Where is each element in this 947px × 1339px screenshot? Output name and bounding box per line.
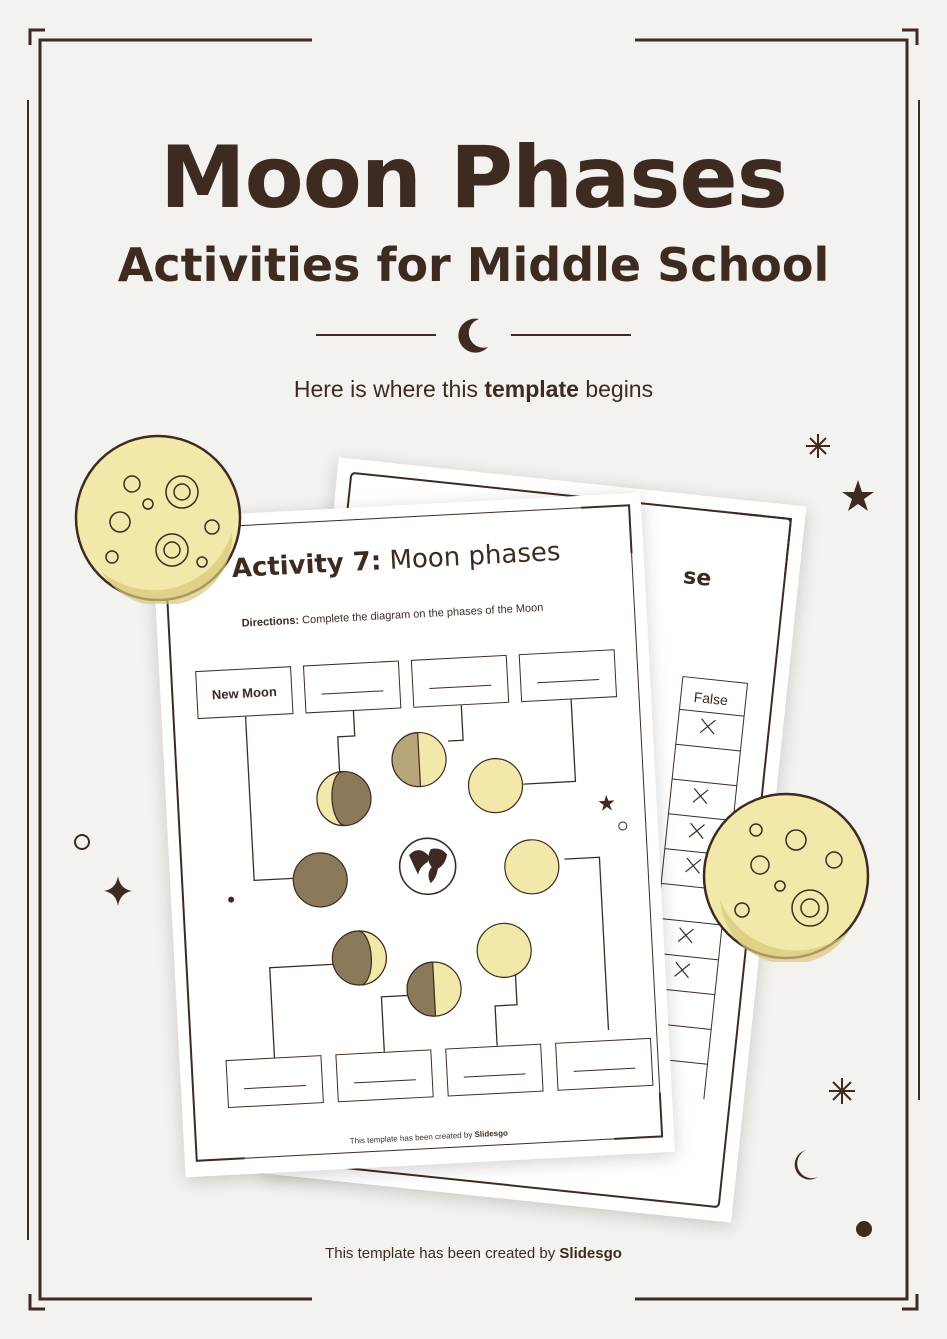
page-title: Moon Phases bbox=[160, 128, 787, 228]
worksheet-directions: Directions: Complete the diagram on the phases of the Moon bbox=[241, 601, 544, 630]
page-credit: This template has been created by Slidesgo bbox=[325, 1245, 622, 1262]
phase-box-new-moon: New Moon bbox=[195, 666, 293, 719]
dot-icon bbox=[856, 1221, 872, 1237]
tagline: Here is where this template begins bbox=[293, 376, 654, 402]
sparkle-star-icon bbox=[806, 434, 830, 458]
sparkle-star-icon bbox=[829, 1078, 855, 1104]
worksheet-back-column-header: False bbox=[693, 688, 729, 709]
worksheet-credit: This template has been created by Slidesgo bbox=[349, 1128, 509, 1146]
star-icon bbox=[842, 480, 874, 511]
circle-icon bbox=[75, 835, 89, 849]
sparkle-star-icon bbox=[104, 876, 132, 906]
page-subtitle: Activities for Middle School bbox=[117, 238, 830, 292]
worksheet-back-title: se bbox=[682, 564, 713, 592]
crescent-moon-icon bbox=[795, 1150, 818, 1180]
worksheet-front-title: Activity 7: Moon phases bbox=[231, 536, 562, 585]
